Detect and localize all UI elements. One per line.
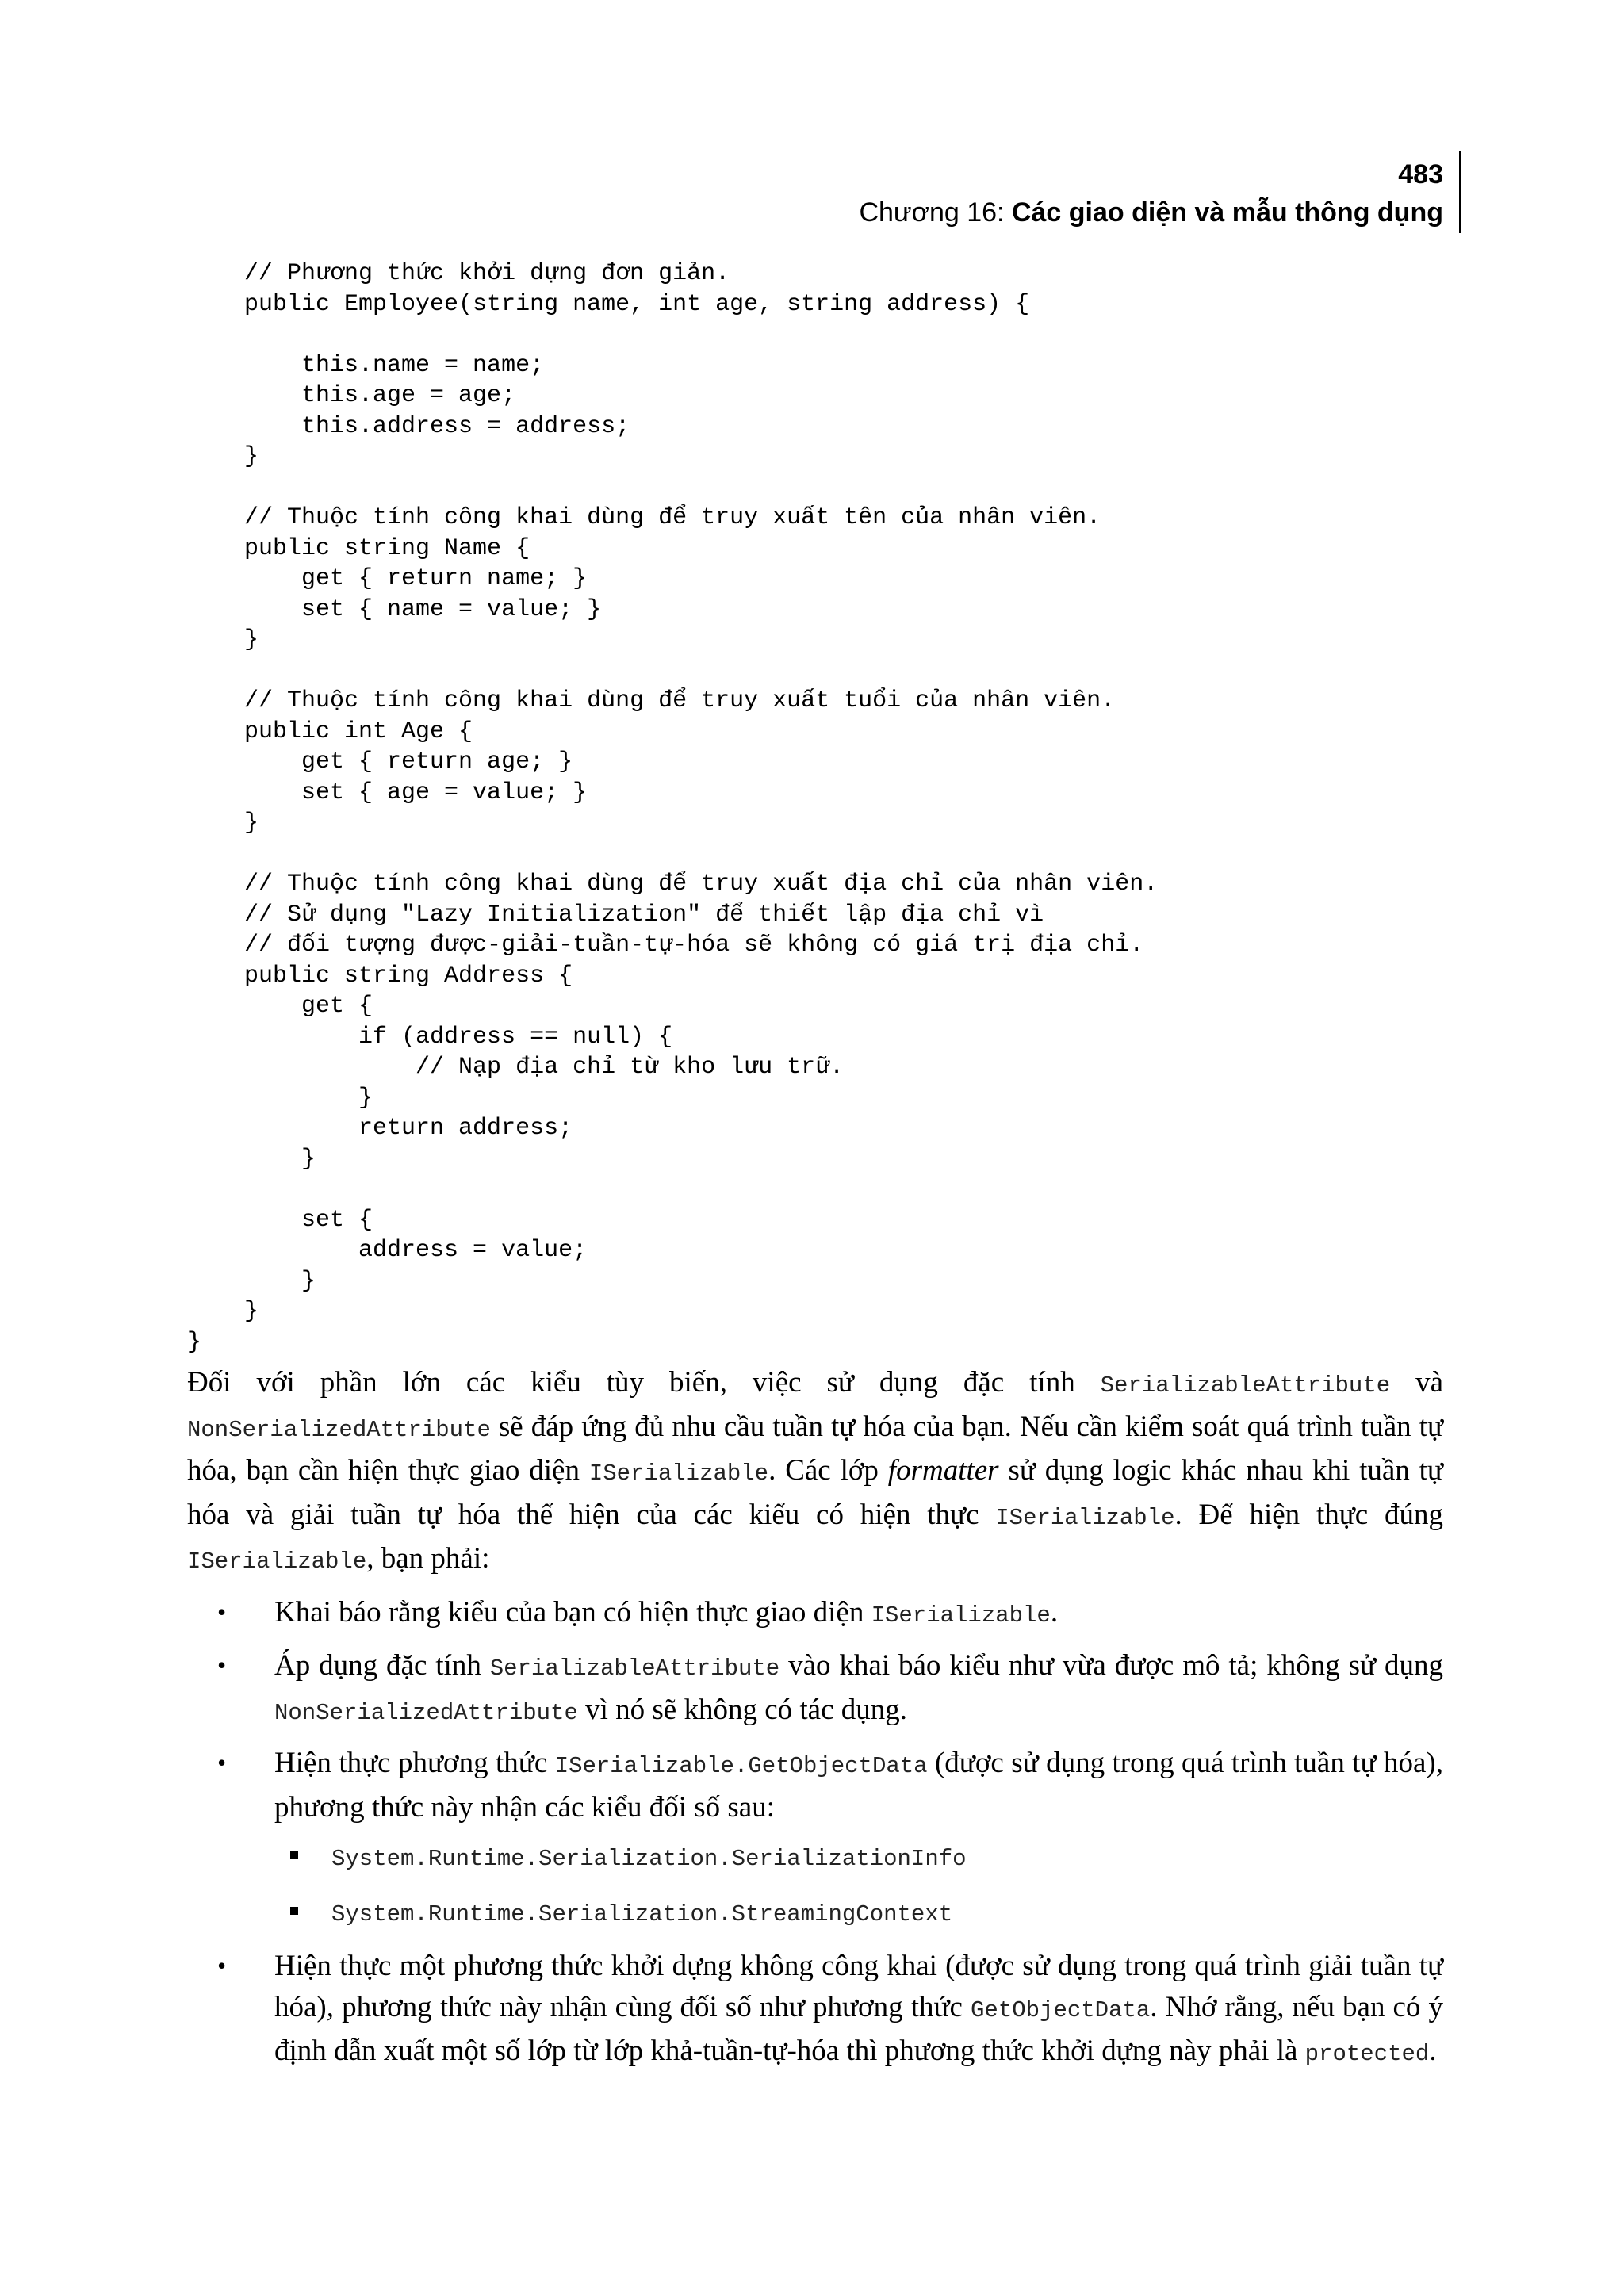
para-text: sẽ đáp ứng đủ nhu cầu tuần tự hóa của bạn. Nếu cần kiểm soát quá trình tuần tự hóa, bạn cần hiện thực giao diện [187, 1410, 1443, 1487]
code-inline: ISerializable [187, 1548, 367, 1575]
para-text: . Để hiện thực đúng [1174, 1498, 1443, 1531]
para-text: . Các lớp [768, 1454, 888, 1487]
para-text: sử dụng logic khác nhau khi tuần tự hóa và giải tuần tự hóa thể hiện của các kiểu có hiện thực [187, 1454, 1443, 1531]
code-inline: System.Runtime.Serialization.SerializationInfo [331, 1846, 967, 1872]
code-inline: NonSerializedAttribute [187, 1416, 491, 1443]
bullet-icon: • [217, 1597, 227, 1626]
code-inline: ISerializable [995, 1504, 1175, 1531]
argument-list [274, 1836, 1443, 1935]
para-text: , bạn phải: [366, 1542, 490, 1575]
list-item [187, 1946, 1443, 2075]
code-inline: ISerializable [588, 1460, 769, 1487]
requirements-list [187, 1592, 1443, 2075]
code-inline: ISerializable [871, 1602, 1051, 1629]
square-bullet-icon [290, 1907, 298, 1915]
item-text: . [1429, 2035, 1437, 2067]
chapter-heading [859, 193, 1443, 232]
code-listing: // Phương thức khởi dựng đơn giản. public Employee(string name, int age, string address) { this.name = name; this.age = age; this.address = address; } // Thuộc tính công khai dùng để truy xuất tên của nhân viên. public string Name { get { return name; } set { name = value; } } // Thuộc tính công khai dùng để truy xuất tuổi của nhân viên. public int Age { get { return age; } set { age = value; } } // Thuộc tính công khai dùng để truy xuất địa chỉ của nhân viên. // Sử dụng "Lazy Initialization" để thiết lập địa chỉ vì // đối tượng được-giải-tuần-tự-hóa sẽ không có giá trị địa chỉ. public string Address { get { if (address == null) { // Nạp địa chỉ từ kho lưu trữ. } return address; } set { address = value; } } } [187, 260, 1159, 1356]
header-divider [1459, 151, 1461, 233]
square-bullet-icon [290, 1851, 298, 1859]
item-text: Khai báo rằng kiểu của bạn có hiện thực giao diện [274, 1595, 871, 1629]
chapter-title: Các giao diện và mẫu thông dụng [1011, 197, 1443, 228]
item-text: vào khai báo kiểu như vừa được mô tả; không sử dụng [779, 1649, 1443, 1682]
italic-term: formatter [887, 1454, 999, 1487]
page-number: 483 [1398, 159, 1443, 189]
sub-list-item [274, 1836, 1443, 1880]
code-inline: protected [1304, 2041, 1430, 2067]
page-header [859, 155, 1443, 232]
code-inline: SerializableAttribute [1100, 1372, 1391, 1399]
sub-list-item [274, 1891, 1443, 1935]
list-item [187, 1592, 1443, 1636]
list-item [187, 1743, 1443, 1935]
item-text: . [1050, 1595, 1059, 1629]
item-text: Áp dụng đặc tính [274, 1649, 490, 1682]
intro-paragraph [187, 1362, 1443, 1583]
code-inline: ISerializable.GetObjectData [554, 1753, 928, 1779]
para-text: và [1390, 1366, 1443, 1399]
code-inline: SerializableAttribute [489, 1656, 780, 1682]
code-inline: System.Runtime.Serialization.StreamingContext [331, 1901, 953, 1927]
list-item [187, 1645, 1443, 1733]
chapter-prefix: Chương 16: [859, 197, 1012, 228]
bullet-icon: • [217, 1651, 227, 1679]
item-text: . Nhớ rằng, nếu bạn có ý định dẫn xuất một số lớp từ lớp khả-tuần-tự-hóa thì phương thức khởi dựng này phải là [274, 1990, 1444, 2067]
bullet-icon: • [217, 1748, 227, 1777]
para-text: Đối với phần lớn các kiểu tùy biến, việc sử dụng đặc tính [187, 1366, 1101, 1399]
item-text: vì nó sẽ không có tác dụng. [577, 1693, 908, 1726]
code-inline: GetObjectData [971, 1996, 1151, 2023]
body-text [187, 1362, 1443, 2084]
item-text: (được sử dụng trong quá trình tuần tự hóa), phương thức này nhận các kiểu đối số sau: [274, 1747, 1443, 1824]
item-text: Hiện thực một phương thức khởi dựng không công khai (được sử dụng trong quá trình giải tuần tự hóa), phương thức này nhận cùng đối số như phương thức [274, 1950, 1443, 2023]
item-text: Hiện thực phương thức [274, 1747, 555, 1779]
bullet-icon: • [217, 1951, 227, 1980]
code-inline: NonSerializedAttribute [274, 1699, 578, 1726]
